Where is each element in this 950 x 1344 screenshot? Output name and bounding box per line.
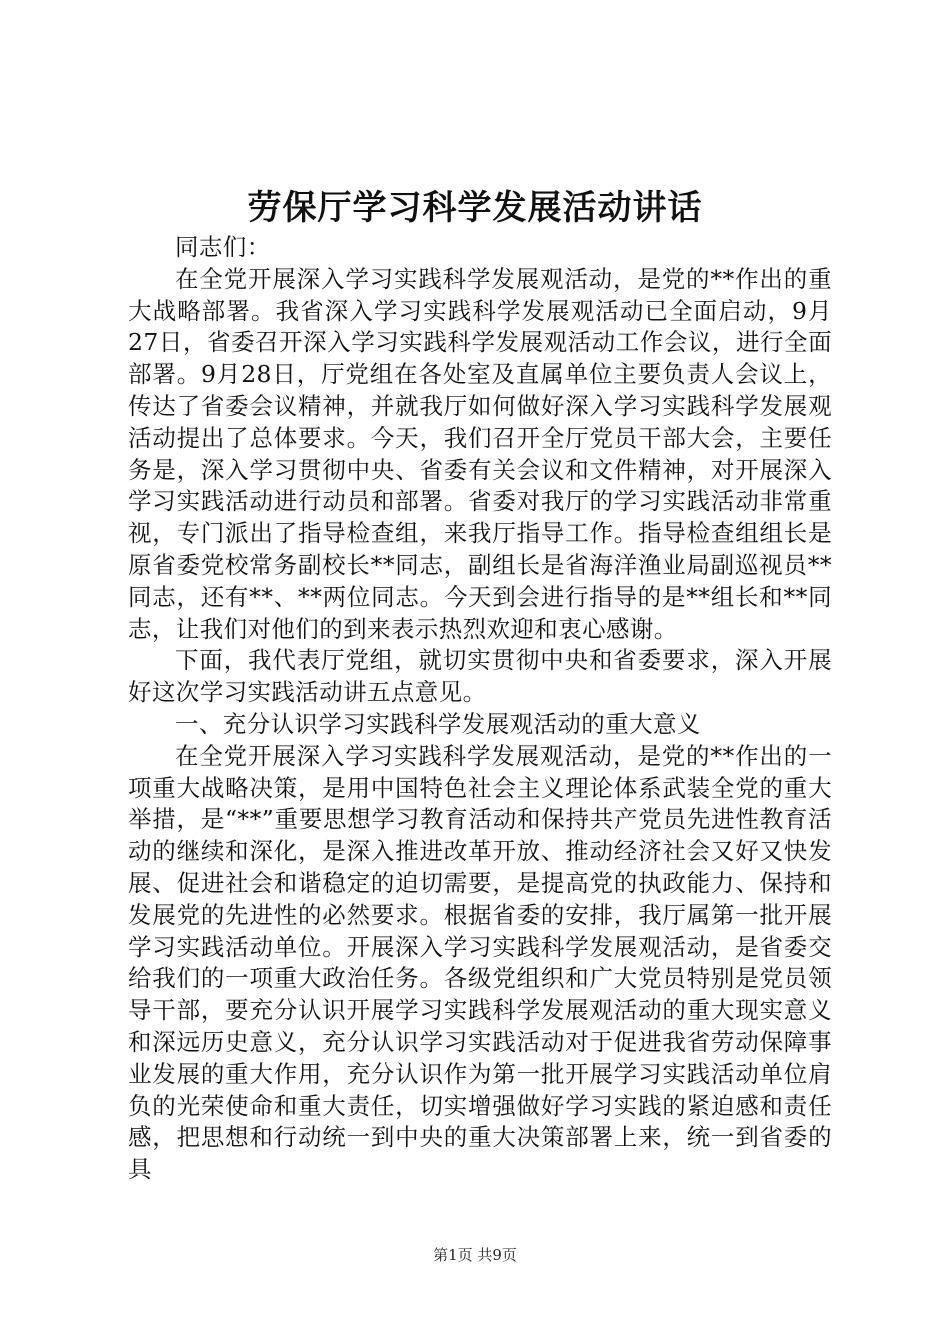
- document-body: [128, 232, 832, 1186]
- salutation-paragraph: 同志们：: [175, 233, 271, 261]
- body-paragraph: 在全党开展深入学习实践科学发展观活动，是党的**作出的一项重大战略决策，是用中国特色社会主义理论体系武装全党的重大举措，是“**”重要思想学习教育活动和保持共产党员先进性教育活动的继续和深化，是深入推进改革开放、推动经济社会又好又快发展、促进社会和谐稳定的迫切需要，是提高党的执政能力、保持和发展党的先进性的必然要求。根据省委的安排，我厅属第一批开展学习实践活动单位。开展深入学习实践科学发展观活动，是省委交给我们的一项重大政治任务。各级党组织和广大党员特别是党员领导干部，要充分认识开展学习实践科学发展观活动的重大现实意义和深远历史意义，充分认识学习实践活动对于促进我省劳动保障事业发展的重大作用，充分认识作为第一批开展学习实践活动单位肩负的光荣使命和重大责任，切实增强做好学习实践的紧迫感和责任感，把思想和行动统一到中央的重大决策部署上来，统一到省委的具: [128, 741, 832, 1184]
- section-heading: 一、充分认识学习实践科学发展观活动的重大意义: [175, 709, 701, 738]
- page-footer: 第1页 共9页: [433, 1246, 517, 1264]
- document-title: 劳保厅学习科学发展活动讲话: [247, 188, 703, 228]
- body-paragraph: 在全党开展深入学习实践科学发展观活动，是党的**作出的重大战略部署。我省深入学习实践科学发展观活动已全面启动，9月27日，省委召开深入学习实践科学发展观活动工作会议，进行全面部署。9月28日，厅党组在各处室及直属单位主要负责人会议上，传达了省委会议精神，并就我厅如何做好深入学习实践科学发展观活动提出了总体要求。今天，我们召开全厅党员干部大会，主要任务是，深入学习贯彻中央、省委有关会议和文件精神，对开展深入学习实践活动进行动员和部署。省委对我厅的学习实践活动非常重视，专门派出了指导检查组，来我厅指导工作。指导检查组组长是原省委党校常务副校长**同志，副组长是省海洋渔业局副巡视员**同志，还有**、**两位同志。今天到会进行指导的是**组长和**同志，让我们对他们的到来表示热烈欢迎和衷心感谢。: [128, 264, 832, 643]
- body-paragraph: 下面，我代表厅党组，就切实贯彻中央和省委要求，深入开展好这次学习实践活动讲五点意见。: [128, 646, 832, 707]
